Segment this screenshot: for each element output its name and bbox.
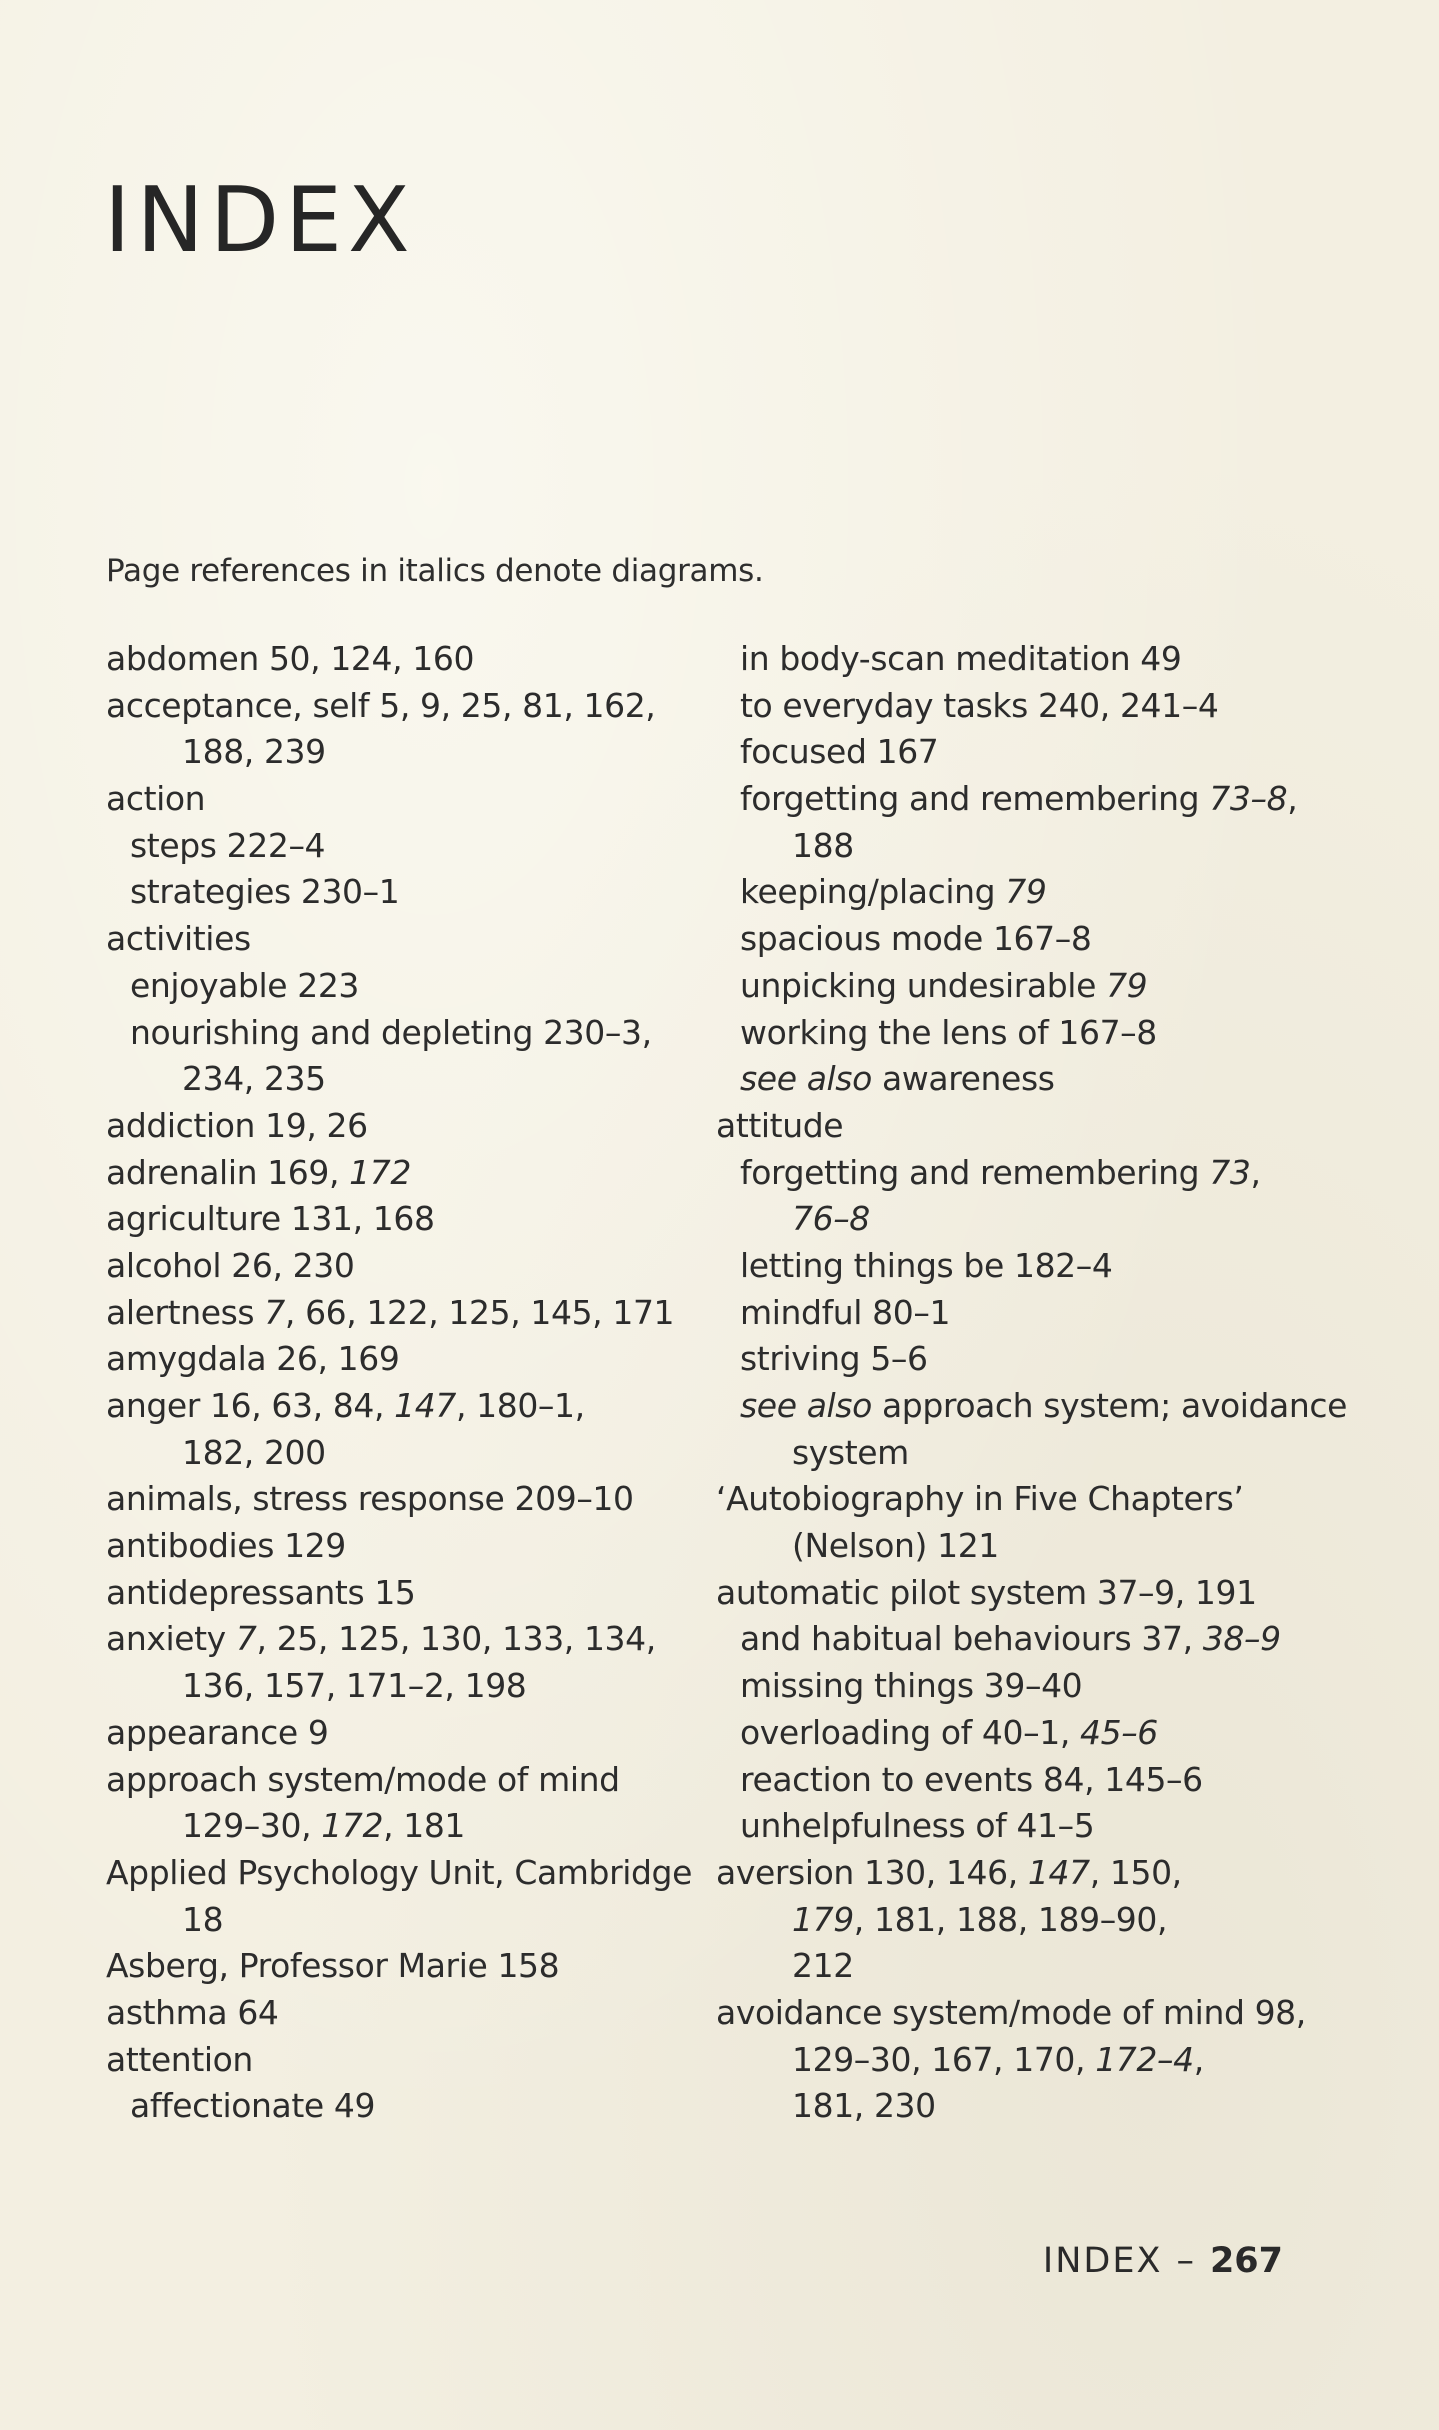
index-entry: [106, 2037, 706, 2084]
index-continuation: [106, 1056, 706, 1103]
index-entry: [106, 1383, 706, 1430]
entry-text: , 150,: [1089, 1852, 1182, 1892]
entry-text: Asberg, Professor Marie 158: [106, 1946, 560, 1986]
italic-text: 73: [1209, 1152, 1251, 1192]
entry-text: mindful 80–1: [740, 1292, 951, 1332]
italic-text: 147: [1027, 1852, 1090, 1892]
italic-text: see also: [740, 1059, 872, 1099]
index-subentry: [716, 1803, 1356, 1850]
entry-text: 182, 200: [182, 1432, 326, 1472]
entry-text: missing things 39–40: [740, 1666, 1083, 1706]
entry-text: 129–30,: [182, 1806, 322, 1846]
index-subentry: [716, 1010, 1356, 1057]
entry-text: anger 16, 63, 84,: [106, 1386, 395, 1425]
entry-text: 188, 239: [182, 732, 326, 772]
index-continuation: [716, 1196, 1356, 1243]
index-entry: [106, 1336, 706, 1383]
entry-text: antidepressants 15: [106, 1572, 416, 1612]
entry-text: keeping/placing: [740, 872, 1006, 912]
index-entry: [106, 1523, 706, 1570]
entry-text: addiction 19, 26: [106, 1105, 368, 1145]
entry-text: alcohol 26, 230: [106, 1245, 355, 1285]
index-subentry: [106, 1010, 706, 1057]
entry-text: unpicking undesirable: [740, 965, 1107, 1005]
index-subentry: [716, 1663, 1356, 1710]
index-entry: [106, 1943, 706, 1990]
italic-text: 7: [264, 1292, 285, 1332]
index-continuation: [716, 2083, 1356, 2130]
index-entry: [106, 1710, 706, 1757]
index-entry: [716, 1476, 1356, 1523]
index-continuation: [716, 1897, 1356, 1944]
entry-text: letting things be 182–4: [740, 1245, 1113, 1285]
page-number: 267: [1209, 2241, 1283, 2281]
entry-text: , 180–1,: [455, 1386, 585, 1425]
entry-text: and habitual behaviours 37,: [740, 1619, 1203, 1659]
index-subentry: [106, 963, 706, 1010]
index-entry: [716, 1990, 1356, 2037]
index-entry: [106, 916, 706, 963]
index-subentry: [716, 1616, 1356, 1663]
entry-text: 188: [792, 825, 854, 865]
entry-text: awareness: [871, 1059, 1055, 1099]
index-subentry: [716, 729, 1356, 776]
index-subentry: [716, 1710, 1356, 1757]
entry-text: steps 222–4: [130, 825, 326, 865]
entry-text: Applied Psychology Unit, Cambridge: [106, 1852, 693, 1892]
index-entry: [106, 1243, 706, 1290]
page-title: INDEX: [104, 168, 416, 273]
index-entry: [716, 1850, 1356, 1897]
index-subentry: [716, 1290, 1356, 1337]
index-subentry: [106, 869, 706, 916]
index-continuation: [106, 1430, 706, 1477]
entry-text: striving 5–6: [740, 1339, 928, 1379]
italic-text: see also: [740, 1386, 872, 1425]
entry-text: attention: [106, 2039, 253, 2079]
entry-text: 129–30, 167, 170,: [792, 2039, 1096, 2079]
index-column-right: [716, 636, 1356, 2130]
index-subentry: [716, 1757, 1356, 1804]
index-entry: [106, 776, 706, 823]
italic-text: 73–8: [1209, 779, 1288, 819]
entry-text: ,: [1193, 2039, 1204, 2079]
entry-text: 18: [182, 1899, 224, 1939]
entry-text: alertness: [106, 1292, 265, 1332]
entry-text: 181, 230: [792, 2086, 936, 2126]
entry-text: action: [106, 779, 206, 819]
italic-text: 45–6: [1080, 1712, 1158, 1752]
italic-text: 179: [792, 1899, 854, 1939]
entry-text: in body-scan meditation 49: [740, 639, 1182, 678]
entry-text: animals, stress response 209–10: [106, 1479, 634, 1519]
italic-text: 172: [349, 1152, 411, 1192]
footer-label: INDEX: [1042, 2241, 1163, 2281]
entry-text: focused 167: [740, 732, 939, 772]
entry-text: overloading of 40–1,: [740, 1712, 1081, 1752]
index-continuation: [716, 1430, 1356, 1477]
index-continuation: [106, 729, 706, 776]
italic-text: 38–9: [1202, 1619, 1281, 1659]
entry-text: 234, 235: [182, 1059, 326, 1099]
italic-text: 172: [321, 1806, 384, 1846]
entry-text: 136, 157, 171–2, 198: [182, 1666, 527, 1706]
entry-text: 212: [792, 1946, 854, 1986]
entry-text: working the lens of 167–8: [740, 1012, 1157, 1052]
footer-separator: –: [1176, 2241, 1196, 2281]
index-continuation: [106, 1803, 706, 1850]
index-continuation: [106, 1663, 706, 1710]
index-entry: [106, 1476, 706, 1523]
entry-text: agriculture 131, 168: [106, 1199, 435, 1239]
index-entry: [106, 636, 706, 683]
index-subentry: [716, 683, 1356, 730]
index-entry: [716, 1103, 1356, 1150]
entry-text: anxiety: [106, 1619, 236, 1659]
index-subentry: [716, 1336, 1356, 1383]
entry-text: , 25, 125, 130, 133, 134,: [256, 1619, 656, 1659]
entry-text: abdomen 50, 124, 160: [106, 639, 475, 678]
italic-text: 172–4: [1095, 2039, 1194, 2079]
entry-text: to everyday tasks 240, 241–4: [740, 685, 1219, 725]
entry-text: , 66, 122, 125, 145, 171: [284, 1292, 675, 1332]
index-subentry: [106, 2083, 706, 2130]
entry-text: strategies 230–1: [130, 872, 400, 912]
entry-text: ,: [1287, 779, 1298, 819]
entry-text: unhelpfulness of 41–5: [740, 1806, 1095, 1846]
index-continuation: [106, 1897, 706, 1944]
entry-text: antibodies 129: [106, 1526, 346, 1566]
entry-text: automatic pilot system 37–9, 191: [716, 1572, 1257, 1612]
entry-text: acceptance, self 5, 9, 25, 81, 162,: [106, 685, 656, 725]
entry-text: , 181: [383, 1806, 466, 1846]
index-continuation: [716, 823, 1356, 870]
index-subentry: [716, 869, 1356, 916]
index-entry: [106, 1196, 706, 1243]
index-continuation: [716, 1943, 1356, 1990]
index-subentry: [716, 1243, 1356, 1290]
index-entry: [106, 1616, 706, 1663]
index-subentry: [716, 1056, 1356, 1103]
running-footer: [1043, 2238, 1283, 2284]
index-column-left: [106, 636, 706, 2130]
index-continuation: [716, 1523, 1356, 1570]
index-entry: [106, 1757, 706, 1804]
entry-text: activities: [106, 919, 251, 959]
entry-text: nourishing and depleting 230–3,: [130, 1012, 652, 1052]
index-entry: [106, 1103, 706, 1150]
index-subentry: [716, 1150, 1356, 1197]
entry-text: avoidance system/mode of mind 98,: [716, 1992, 1306, 2032]
entry-text: forgetting and remembering: [740, 779, 1210, 819]
entry-text: affectionate 49: [130, 2086, 376, 2126]
entry-text: (Nelson) 121: [792, 1526, 999, 1566]
entry-text: reaction to events 84, 145–6: [740, 1759, 1203, 1799]
italic-text: 7: [235, 1619, 257, 1659]
entry-text: spacious mode 167–8: [740, 919, 1092, 959]
index-subentry: [106, 823, 706, 870]
entry-text: enjoyable 223: [130, 965, 360, 1005]
index-entry: [106, 683, 706, 730]
entry-text: ‘Autobiography in Five Chapters’: [716, 1479, 1244, 1519]
index-entry: [106, 1570, 706, 1617]
entry-text: approach system; avoidance: [871, 1386, 1348, 1425]
index-entry: [106, 1850, 706, 1897]
entry-text: forgetting and remembering: [740, 1152, 1210, 1192]
index-entry: [716, 1570, 1356, 1617]
index-entry: [106, 1990, 706, 2037]
index-subentry: [716, 1383, 1356, 1430]
italic-text: 79: [1106, 965, 1148, 1005]
italic-text: 79: [1005, 872, 1047, 912]
index-subentry: [716, 916, 1356, 963]
index-subentry: [716, 776, 1356, 823]
entry-text: appearance 9: [106, 1712, 329, 1752]
entry-text: asthma 64: [106, 1992, 279, 2032]
index-entry: [106, 1150, 706, 1197]
entry-text: , 181, 188, 189–90,: [853, 1899, 1168, 1939]
entry-text: system: [792, 1432, 909, 1472]
entry-text: amygdala 26, 169: [106, 1339, 400, 1379]
italic-text: 76–8: [792, 1199, 870, 1239]
italic-text: 147: [394, 1386, 456, 1425]
entry-text: approach system/mode of mind: [106, 1759, 620, 1799]
italics-note: Page references in italics denote diagrams.: [106, 553, 764, 589]
index-subentry: [716, 963, 1356, 1010]
index-subentry: [716, 636, 1356, 683]
index-continuation: [716, 2037, 1356, 2084]
entry-text: attitude: [716, 1105, 844, 1145]
entry-text: ,: [1250, 1152, 1261, 1192]
entry-text: adrenalin 169,: [106, 1152, 350, 1192]
index-entry: [106, 1290, 706, 1337]
entry-text: aversion 130, 146,: [716, 1852, 1028, 1892]
